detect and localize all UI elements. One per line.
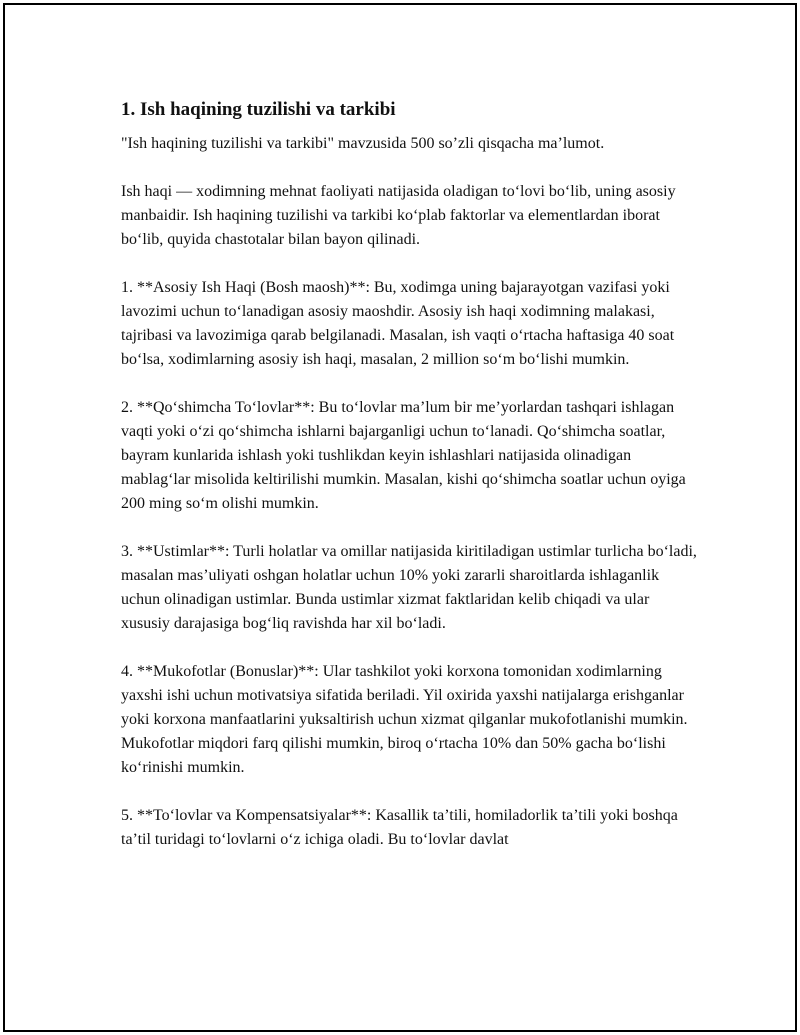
- document-body: [121, 98, 701, 876]
- list-item-compensations: 5. **To‘lovlar va Kompensatsiyalar**: Kasallik ta’tili, homiladorlik ta’tili yoki boshqa ta’til turidagi to‘lovlarni o‘z ichiga oladi. Bu to‘lovlar davlat: [121, 807, 678, 848]
- section-heading: 1. Ish haqining tuzilishi va tarkibi: [121, 99, 396, 120]
- page-frame: [3, 3, 797, 1032]
- intro-paragraph: "Ish haqining tuzilishi va tarkibi" mavzusida 500 so’zli qisqacha ma’lumot.: [121, 135, 605, 152]
- list-item-allowances: 3. **Ustimlar**: Turli holatlar va omillar natijasida kiritiladigan ustimlar turlicha bo‘ladi, masalan mas’uliyati oshgan holatlar uchun 10% yoki zararli sharoitlarda ishlaganlik uchun olinadigan ustimlar. Bunda ustimlar xizmat faktlaridan kelib chiqadi va ular xususiy darajasiga bog‘liq ravishda har xil bo‘ladi.: [121, 543, 697, 632]
- list-item-additional-payments: 2. **Qo‘shimcha To‘lovlar**: Bu to‘lovlar ma’lum bir me’yorlardan tashqari ishlagan vaqti yoki o‘zi qo‘shimcha ishlarni bajarganligi uchun to‘lanadi. Qo‘shimcha soatlar, bayram kunlarida ishlash yoki tushlikdan keyin ishlashlari natijasida olinadigan mablag‘lar misolida keltirilishi mumkin. Masalan, kishi qo‘shimcha soatlar uchun oyiga 200 ming so‘m olishi mumkin.: [121, 399, 686, 512]
- list-item-base-salary: 1. **Asosiy Ish Haqi (Bosh maosh)**: Bu, xodimga uning bajarayotgan vazifasi yoki lavozimi uchun to‘lanadigan asosiy maoshdir. Asosiy ish haqi xodimning malakasi, tajribasi va lavozimiga qarab belgilanadi. Masalan, ish vaqti o‘rtacha haftasiga 40 soat bo‘lsa, xodimlarning asosiy ish haqi, masalan, 2 million so‘m bo‘lishi mumkin.: [121, 279, 675, 368]
- paragraph-definition: Ish haqi — xodimning mehnat faoliyati natijasida oladigan to‘lovi bo‘lib, uning asosiy manbaidir. Ish haqining tuzilishi va tarkibi ko‘plab faktorlar va elementlardan iborat bo‘lib, quyida chastotalar bilan bayon qilinadi.: [121, 183, 676, 248]
- list-item-bonuses: 4. **Mukofotlar (Bonuslar)**: Ular tashkilot yoki korxona tomonidan xodimlarning yaxshi ishi uchun motivatsiya sifatida beriladi. Yil oxirida yaxshi natijalarga erishganlar yoki korxona manfaatlarini yuksaltirish uchun xizmat qilganlar mukofotlanishi mumkin. Mukofotlar miqdori farq qilishi mumkin, biroq o‘rtacha 10% dan 50% gacha bo‘lishi ko‘rinishi mumkin.: [121, 663, 688, 776]
